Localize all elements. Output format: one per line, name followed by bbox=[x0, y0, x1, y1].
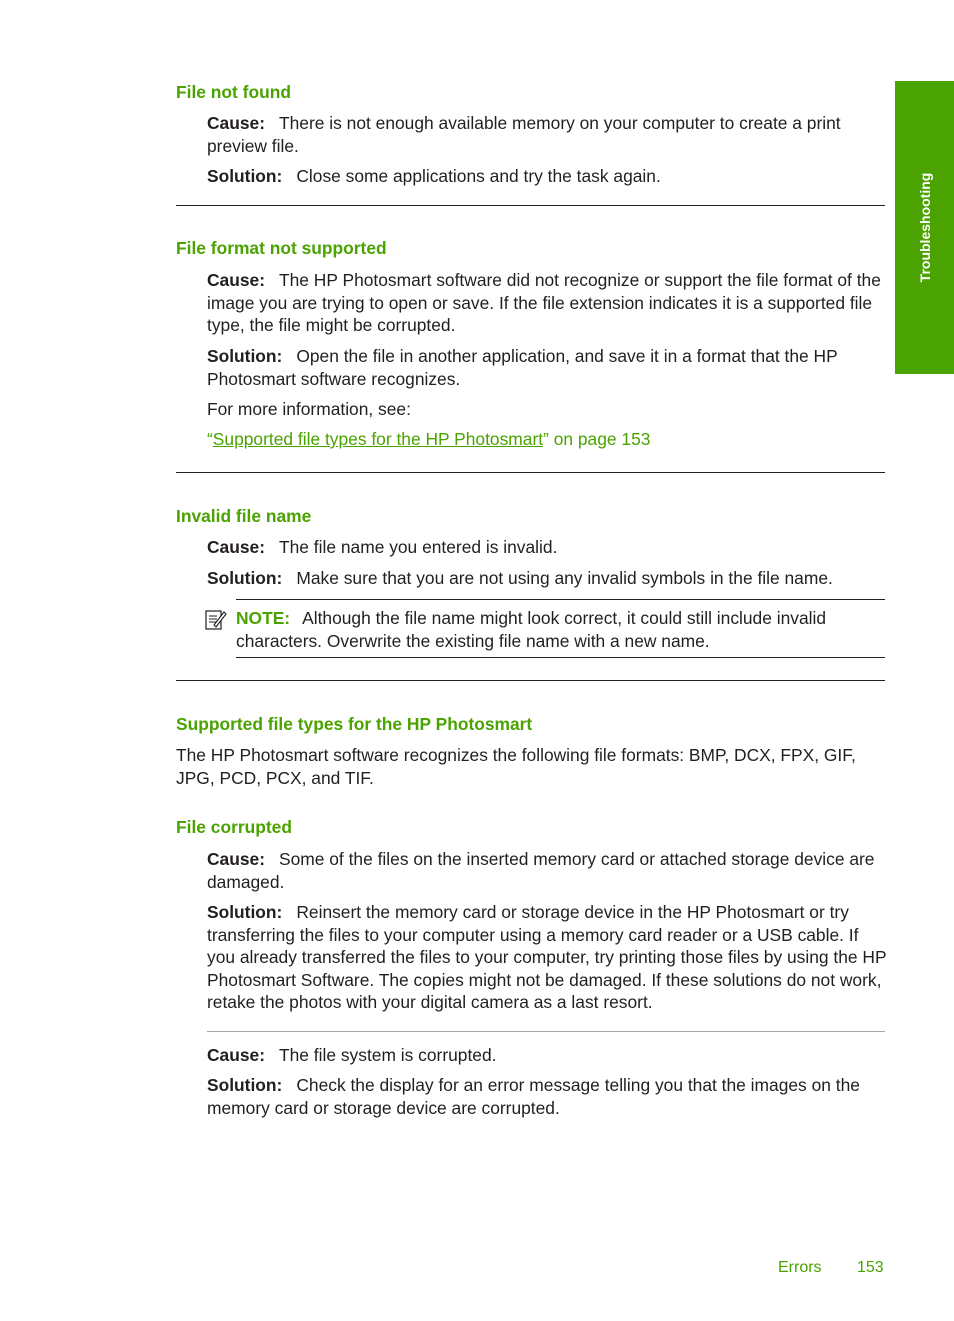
cause-file-corrupted-1 bbox=[207, 848, 887, 893]
note-top-rule bbox=[236, 599, 885, 600]
note-icon bbox=[204, 608, 228, 632]
note-bottom-rule bbox=[236, 657, 885, 658]
section-divider bbox=[176, 472, 885, 473]
cause-label: Cause: bbox=[207, 270, 265, 290]
cause-invalid-name bbox=[207, 536, 887, 559]
cause-file-format bbox=[207, 269, 887, 337]
solution-label: Solution: bbox=[207, 166, 283, 186]
section-divider bbox=[176, 205, 885, 206]
cause-text: Some of the files on the inserted memory card or attached storage device are damaged. bbox=[207, 849, 875, 892]
heading-file-not-found: File not found bbox=[176, 82, 291, 102]
cause-label: Cause: bbox=[207, 1045, 265, 1065]
cause-text: The HP Photosmart software did not recognize or support the file format of the image you are trying to open or save. If the file extension indicates it is a supported file type, the file might be corrupted. bbox=[207, 270, 881, 335]
supported-types-body: The HP Photosmart software recognizes the following file formats: BMP, DCX, FPX, GIF, JPG, PCD, PCX, and TIF. bbox=[176, 745, 856, 788]
note-text bbox=[236, 607, 887, 652]
solution-label: Solution: bbox=[207, 568, 283, 588]
cause-label: Cause: bbox=[207, 113, 265, 133]
more-info-text: For more information, see: bbox=[207, 399, 411, 419]
cross-reference bbox=[207, 428, 887, 451]
cause-divider bbox=[207, 1031, 885, 1032]
solution-invalid-name bbox=[207, 567, 887, 590]
cause-file-corrupted-2 bbox=[207, 1044, 887, 1067]
cause-text: There is not enough available memory on your computer to create a print preview file. bbox=[207, 113, 841, 156]
solution-file-corrupted-1 bbox=[207, 901, 887, 1014]
link-open-quote: “ bbox=[207, 429, 213, 449]
side-tab bbox=[895, 81, 954, 374]
cause-text: The file system is corrupted. bbox=[279, 1045, 497, 1065]
heading-supported-types: Supported file types for the HP Photosmart bbox=[176, 714, 533, 734]
note-body: Although the file name might look correct, it could still include invalid characters. Overwrite the existing file name with a new name. bbox=[236, 608, 827, 651]
solution-text: Reinsert the memory card or storage device in the HP Photosmart or try transferring the files to your computer using a memory card reader or a USB cable. If you already transferred the files to your computer, try printing those files by using the HP Photosmart Software. The copies might not be damaged. If these solutions do not work, retake the photos with your digital camera as a last resort. bbox=[207, 902, 887, 1012]
cause-label: Cause: bbox=[207, 537, 265, 557]
solution-text: Make sure that you are not using any invalid symbols in the file name. bbox=[296, 568, 833, 588]
cause-text: The file name you entered is invalid. bbox=[279, 537, 558, 557]
note-label: NOTE: bbox=[236, 608, 291, 628]
supported-file-types-link[interactable] bbox=[207, 429, 650, 449]
cause-label: Cause: bbox=[207, 849, 265, 869]
side-tab-label: Troubleshooting bbox=[917, 172, 933, 283]
solution-file-not-found bbox=[207, 165, 887, 188]
link-suffix: ” on page 153 bbox=[543, 429, 651, 449]
footer-section: Errors bbox=[778, 1259, 822, 1276]
solution-text: Open the file in another application, and save it in a format that the HP Photosmart software recognizes. bbox=[207, 346, 838, 389]
heading-invalid-name: Invalid file name bbox=[176, 506, 312, 526]
solution-label: Solution: bbox=[207, 902, 283, 922]
solution-label: Solution: bbox=[207, 1075, 283, 1095]
heading-file-format: File format not supported bbox=[176, 238, 387, 258]
heading-file-corrupted: File corrupted bbox=[176, 817, 292, 837]
cause-file-not-found bbox=[207, 112, 887, 157]
solution-text: Close some applications and try the task again. bbox=[296, 166, 661, 186]
section-divider bbox=[176, 680, 885, 681]
solution-text: Check the display for an error message telling you that the images on the memory card or storage device are corrupted. bbox=[207, 1075, 860, 1118]
solution-label: Solution: bbox=[207, 346, 283, 366]
footer-page-number: 153 bbox=[857, 1259, 884, 1276]
solution-file-corrupted-2 bbox=[207, 1074, 887, 1119]
solution-file-format bbox=[207, 345, 887, 390]
link-text: Supported file types for the HP Photosmart bbox=[212, 429, 544, 449]
